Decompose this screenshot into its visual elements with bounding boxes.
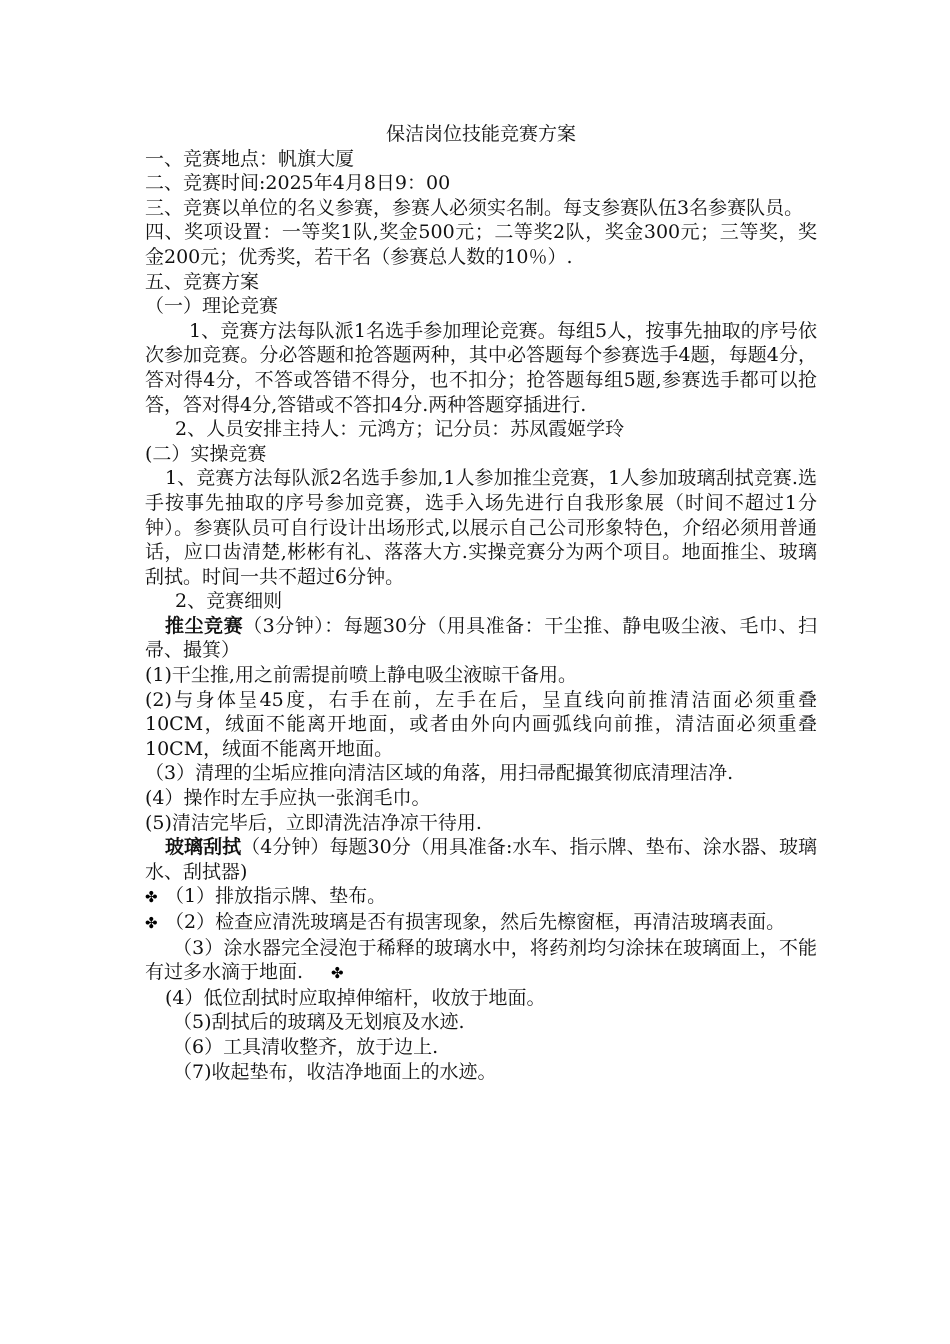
bullet-symbol-icon: ✤	[331, 964, 344, 983]
dust-step-3: （3）清理的尘垢应推向清洁区域的角落，用扫帚配撮箕彻底清理洁净.	[145, 762, 734, 785]
dust-step-2: (2)与身体呈45度，右手在前，左手在后，呈直线向前推清洁面必须重叠10CM，绒面不能离开地面，或者由外向内画弧线向前推，清洁面必须重叠10CM，绒面不能离开地面。	[145, 688, 817, 760]
plan-heading: 五、竞赛方案	[145, 270, 260, 293]
glass-step-1	[145, 884, 817, 910]
glass-wipe-paragraph	[145, 835, 817, 884]
theory-heading: （一）理论竞赛	[145, 295, 279, 318]
dust-step-1: (1)干尘推,用之前需提前喷上静电吸尘液晾干备用。	[145, 664, 577, 687]
glass-step-2-text: （2）检查应清洗玻璃是否有损害现象，然后先檫窗框，再清洁玻璃表面。	[165, 911, 786, 933]
glass-step-7: （7)收起垫布，收洁净地面上的水迹。	[173, 1060, 497, 1083]
glass-wipe-label: 玻璃刮拭	[165, 836, 242, 859]
time-paragraph: 二、竞赛时间:2025年4月8日9：00	[145, 172, 451, 195]
practice-rules-heading: 2、竞赛细则	[175, 590, 283, 613]
rules-paragraph: 三、竞赛以单位的名义参赛，参赛人必须实名制。每支参赛队伍3名参赛队员。	[145, 196, 804, 219]
glass-wipe-detail: （4分钟）每题30分（用具准备:水车、指示牌、垫布、涂水器、玻璃水、刮拭器)	[145, 836, 817, 883]
dust-push-detail: （3分钟）：每题30分（用具准备：干尘推、静电吸尘液、毛巾、扫帚、撮箕）	[145, 614, 817, 662]
bullet-symbol-icon: ✤	[145, 888, 158, 907]
dust-push-paragraph	[145, 614, 817, 663]
glass-step-6: （6）工具清收整齐，放于边上.	[173, 1035, 439, 1058]
document-page	[145, 122, 817, 1084]
venue-paragraph: 一、竞赛地点：帆旗大厦	[145, 147, 355, 170]
glass-step-3-text: （3）涂水器完全浸泡于稀释的玻璃水中，将药剂均匀涂抹在玻璃面上，不能有过多水滴于地面.	[145, 936, 817, 984]
bullet-symbol-icon: ✤	[145, 914, 158, 932]
document-title: 保洁岗位技能竞赛方案	[385, 123, 576, 145]
glass-step-3	[145, 936, 817, 986]
dust-step-4: (4）操作时左手应执一张润毛巾。	[145, 787, 431, 810]
theory-method-paragraph: 1、竞赛方法每队派1名选手参加理论竞赛。每组5人，按事先抽取的序号依次参加竞赛。分必答题和抢答题两种，其中必答题每个参赛选手4题，每题4分，答对得4分，不答或答错不得分，也不扣分；抢答题每组5题,参赛选手都可以抢答，答对得4分,答错或不答扣4分.两种答题穿插进行.	[145, 319, 817, 416]
theory-staff-paragraph: 2、人员安排主持人：元鸿方；记分员：苏凤霞姬学玲	[175, 418, 625, 441]
dust-push-label: 推尘竞赛	[165, 614, 244, 637]
practice-method-paragraph: 1、竞赛方法每队派2名选手参加,1人参加推尘竞赛，1人参加玻璃刮拭竞赛.选手按事先抽取的序号参加竞赛，选手入场先进行自我形象展（时间不超过1分钟）。参赛队员可自行设计出场形式,以展示自己公司形象特色，介绍必须用普通话，应口齿清楚,彬彬有礼、落落大方.实操竞赛分为两个项目。地面推尘、玻璃刮拭。时间一共不超过6分钟。	[145, 467, 817, 588]
dust-step-5: (5)清洁完毕后，立即清洗洁净凉干待用.	[145, 811, 482, 834]
glass-step-1-text: （1）排放指示牌、垫布。	[165, 885, 387, 908]
awards-paragraph: 四、奖项设置：一等奖1队,奖金500元；二等奖2队，奖金300元；三等奖，奖金200元；优秀奖，若干名（参赛总人数的10％）.	[145, 221, 817, 268]
practice-heading: (二）实操竞赛	[145, 442, 267, 465]
glass-step-2	[145, 910, 817, 936]
glass-step-4: (4）低位刮拭时应取掉伸缩杆，收放于地面。	[165, 986, 546, 1009]
glass-step-5: （5)刮拭后的玻璃及无划痕及水迹.	[173, 1011, 465, 1034]
